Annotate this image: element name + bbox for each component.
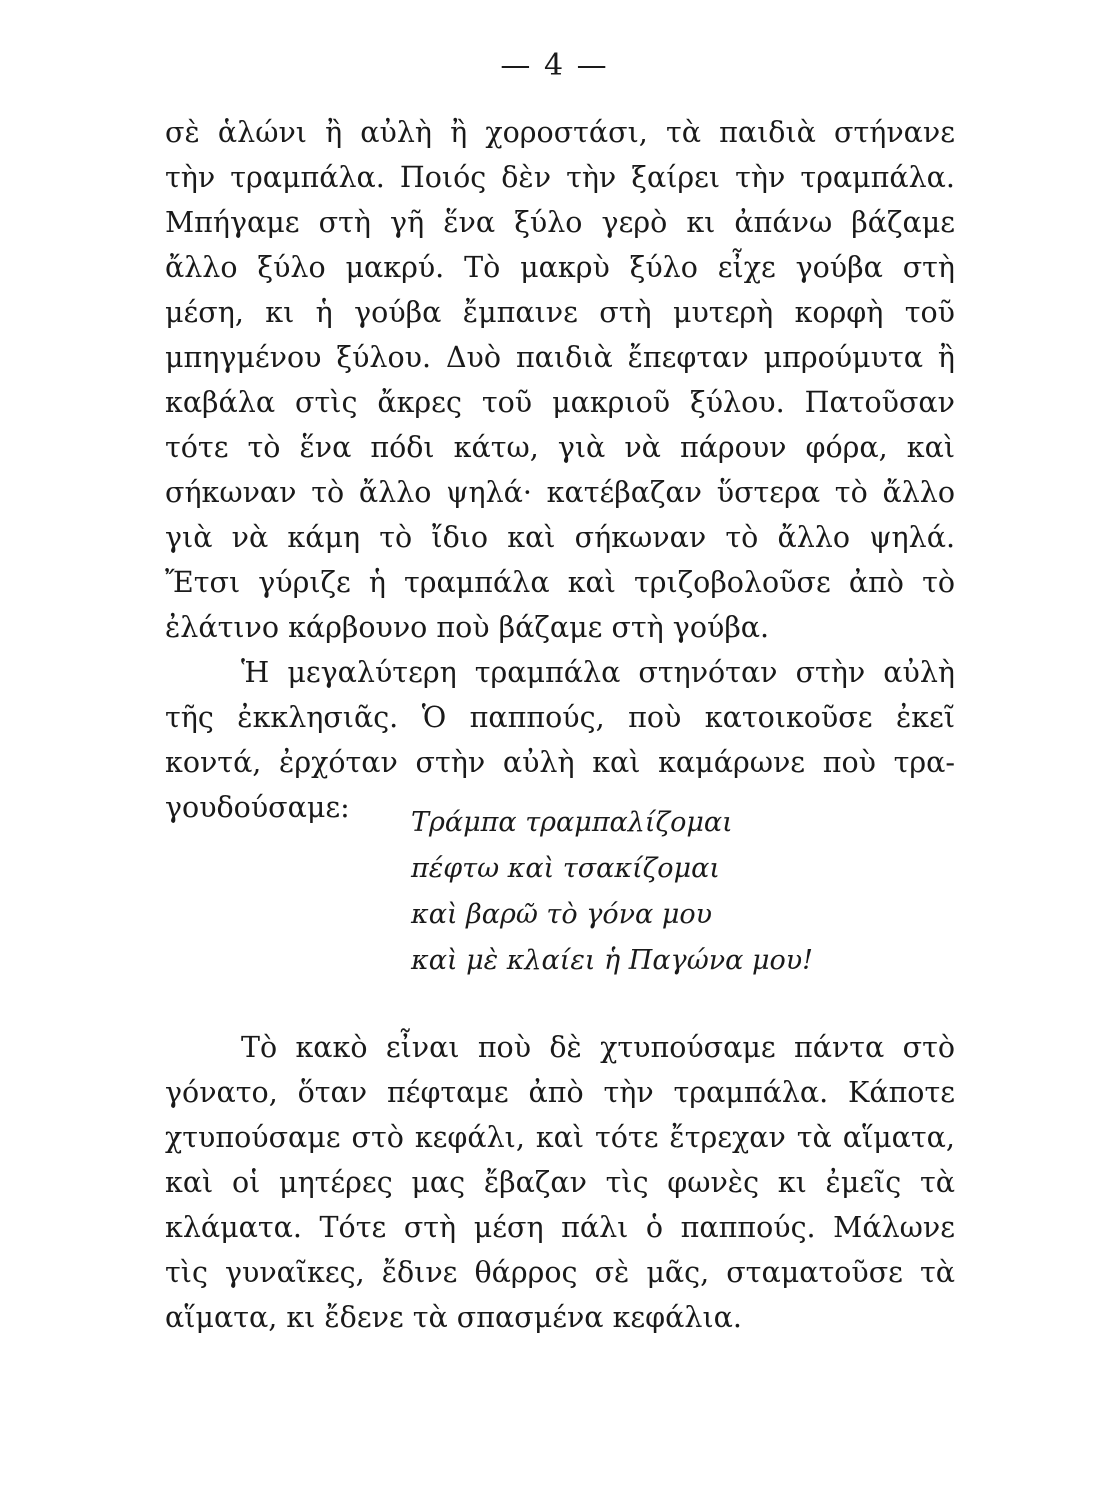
text-line: Τὸ κακὸ εἶναι ποὺ δὲ χτυπούσαμε πάντα στὸ (241, 1031, 955, 1064)
text-line: Ἡ μεγαλύτερη τραμπάλα στηνόταν στὴν αὐλὴ (241, 656, 955, 689)
poem-verse: Τράμπα τραμπαλίζομαι (411, 807, 733, 838)
text-line: καβάλα στὶς ἄκρες τοῦ μακριοῦ ξύλου. Πατοῦσαν (165, 386, 955, 419)
text-line: σήκωναν τὸ ἄλλο ψηλά· κατέβαζαν ὕστερα τὸ ἄλλο (165, 476, 955, 509)
text-line: αἵματα, κι ἔδενε τὰ σπασμένα κεφάλια. (165, 1301, 742, 1334)
text-line: ἐλάτινο κάρβουνο ποὺ βάζαμε στὴ γούβα. (165, 611, 770, 644)
text-line: γιὰ νὰ κάμη τὸ ἴδιο καὶ σήκωναν τὸ ἄλλο ψηλά. (165, 521, 955, 554)
text-line: κλάματα. Τότε στὴ μέση πάλι ὁ παππούς. Μάλωνε (165, 1211, 955, 1244)
text-line: τὶς γυναῖκες, ἔδινε θάρρος σὲ μᾶς, σταματοῦσε τὰ (165, 1256, 955, 1289)
text-line: τῆς ἐκκλησιᾶς. Ὁ παππούς, ποὺ κατοικοῦσε ἐκεῖ (165, 701, 955, 734)
text-line: χτυπούσαμε στὸ κεφάλι, καὶ τότε ἔτρεχαν τὰ αἵματα, (165, 1121, 955, 1154)
text-line: μπηγμένου ξύλου. Δυὸ παιδιὰ ἔπεφταν μπρούμυτα ἢ (165, 341, 955, 374)
text-line: καὶ οἱ μητέρες μας ἔβαζαν τὶς φωνὲς κι ἐμεῖς τὰ (165, 1166, 955, 1199)
paragraphs-1-2 (165, 110, 955, 830)
text-line: τὴν τραμπάλα. Ποιός δὲν τὴν ξαίρει τὴν τραμπάλα. (165, 161, 955, 194)
text-line: ἄλλο ξύλο μακρύ. Τὸ μακρὺ ξύλο εἶχε γούβα στὴ (165, 251, 955, 284)
text-line: σὲ ἁλώνι ἢ αὐλὴ ἢ χοροστάσι, τὰ παιδιὰ στήνανε (165, 116, 955, 149)
page-number: — 4 — (500, 48, 609, 83)
poem-verse: πέφτω καὶ τσακίζομαι (411, 853, 720, 884)
poem (411, 800, 813, 984)
paragraph-3 (165, 1025, 955, 1340)
text-line: γόνατο, ὅταν πέφταμε ἀπὸ τὴν τραμπάλα. Κάποτε (165, 1076, 955, 1109)
text-line: Ἔτσι γύριζε ἡ τραμπάλα καὶ τριζοβολοῦσε ἀπὸ τὸ (165, 566, 955, 599)
text-line: Μπήγαμε στὴ γῆ ἕνα ξύλο γερὸ κι ἀπάνω βάζαμε (165, 206, 955, 239)
text-line: γουδούσαμε: (165, 791, 350, 824)
poem-verse: καὶ μὲ κλαίει ἡ Παγώνα μου! (411, 945, 814, 976)
text-line: μέση, κι ἡ γούβα ἔμπαινε στὴ μυτερὴ κορφὴ τοῦ (165, 296, 955, 329)
poem-verse: καὶ βαρῶ τὸ γόνα μου (411, 899, 713, 930)
text-line: τότε τὸ ἕνα πόδι κάτω, γιὰ νὰ πάρουν φόρα, καὶ (165, 431, 955, 464)
text-line: κοντά, ἐρχόταν στὴν αὐλὴ καὶ καμάρωνε ποὺ τρα- (165, 746, 955, 779)
